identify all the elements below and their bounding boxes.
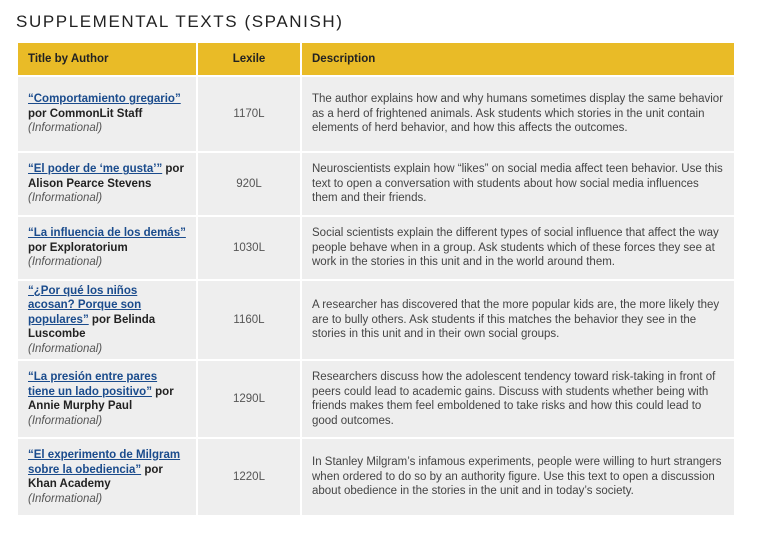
- title-cell: [18, 153, 196, 217]
- table-row: [18, 153, 734, 217]
- description-cell: In Stanley Milgram’s infamous experiments, people were willing to hurt strangers when ordered to do so by an authority figure. Use this text to open a discussion about obedience in the stories in the unit and in today’s society.: [302, 439, 734, 517]
- table-row: [18, 361, 734, 439]
- table-row: [18, 439, 734, 517]
- description-cell: Researchers discuss how the adolescent tendency toward risk-taking in front of peers could lead to academic gains. Discuss with students whether being with friends makes them feel emboldened to take risks and how this could lead to good outcomes.: [302, 361, 734, 439]
- description-cell: A researcher has discovered that the more popular kids are, the more likely they are to bully others. Ask students if this matches the behavior they see in the stories in this unit and in their own social groups.: [302, 281, 734, 361]
- genre-text: (Informational): [28, 122, 103, 135]
- title-link[interactable]: “¿Por qué los niños acosan? Porque son populares”: [28, 284, 142, 326]
- title-link[interactable]: “Comportamiento gregario”: [28, 93, 181, 106]
- genre-text: (Informational): [28, 492, 103, 505]
- genre-text: (Informational): [28, 342, 103, 355]
- author-text: por Exploratorium: [28, 241, 128, 254]
- author-text: por Annie Murphy Paul: [28, 385, 174, 412]
- lexile-cell: 1220L: [198, 439, 300, 517]
- title-link[interactable]: “El experimento de Milgram sobre la obediencia”: [28, 449, 181, 476]
- description-cell: Social scientists explain the different types of social influence that affect the way people behave when in a group. Ask students which of these forces they see at work in the stories in this unit and in the world around them.: [302, 217, 734, 281]
- lexile-cell: 1030L: [198, 217, 300, 281]
- column-header-lexile: Lexile: [198, 43, 300, 77]
- lexile-cell: 1170L: [198, 77, 300, 153]
- author-text: por Alison Pearce Stevens: [28, 163, 184, 190]
- lexile-cell: 1160L: [198, 281, 300, 361]
- description-cell: Neuroscientists explain how “likes” on social media affect teen behavior. Use this text to open a conversation with students about how social media influences them and their friends.: [302, 153, 734, 217]
- table-row: [18, 217, 734, 281]
- column-header-title: Title by Author: [18, 43, 196, 77]
- description-cell: The author explains how and why humans sometimes display the same behavior as a herd of frightened animals. Ask students which stories in the unit contain elements of herd behavior, and how this affects the outcomes.: [302, 77, 734, 153]
- table-row: [18, 281, 734, 361]
- genre-text: (Informational): [28, 192, 103, 205]
- supplemental-texts-table: [16, 43, 736, 517]
- table-header-row: [18, 43, 734, 77]
- title-link[interactable]: “El poder de ‘me gusta’”: [28, 163, 163, 176]
- author-text: por CommonLit Staff: [28, 107, 143, 120]
- title-link[interactable]: “La presión entre pares tiene un lado positivo”: [28, 371, 158, 398]
- lexile-cell: 1290L: [198, 361, 300, 439]
- title-cell: [18, 361, 196, 439]
- table-row: [18, 77, 734, 153]
- title-cell: [18, 439, 196, 517]
- genre-text: (Informational): [28, 256, 103, 269]
- section-heading: SUPPLEMENTAL TEXTS (SPANISH): [16, 12, 344, 31]
- title-link[interactable]: “La influencia de los demás”: [28, 227, 186, 240]
- lexile-cell: 920L: [198, 153, 300, 217]
- genre-text: (Informational): [28, 414, 103, 427]
- title-cell: [18, 217, 196, 281]
- author-text: por Belinda Luscombe: [28, 313, 156, 341]
- column-header-description: Description: [302, 43, 734, 77]
- title-cell: [18, 281, 196, 361]
- author-text: por Khan Academy: [28, 463, 163, 490]
- title-cell: [18, 77, 196, 153]
